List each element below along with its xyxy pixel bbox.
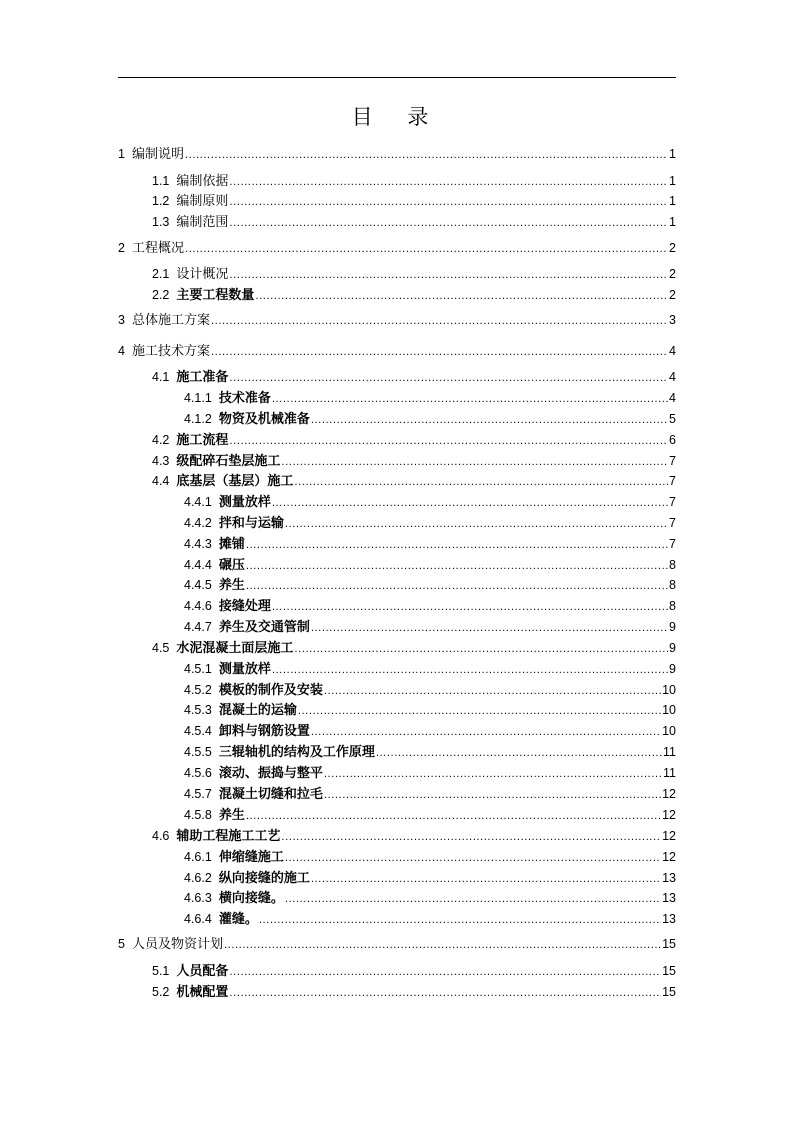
toc-entry[interactable]: [118, 576, 676, 594]
toc-entry-number: 4.6.2: [184, 871, 212, 885]
toc-entry-label: 级配碎石垫层施工: [176, 454, 281, 469]
toc-entry-page: 12: [662, 829, 676, 843]
toc-entry-page: 10: [662, 703, 676, 717]
toc-entry-number: 4.6.1: [184, 850, 212, 864]
toc-entry-label: 测量放样: [218, 662, 271, 677]
dot-leader: [294, 641, 668, 659]
dot-leader: [229, 964, 661, 982]
toc-entry-label: 主要工程数量: [176, 288, 255, 303]
toc-entry[interactable]: [118, 213, 676, 231]
toc-entry-page: 7: [669, 537, 676, 551]
toc-entry-label: 摊铺: [218, 537, 245, 552]
toc-entry-number: 4.5.8: [184, 808, 212, 822]
toc-entry-page: 7: [669, 454, 676, 468]
toc-entry-label: 施工准备: [176, 370, 229, 385]
toc-entry-label: 混凝土切缝和拉毛: [218, 787, 323, 802]
toc-entry[interactable]: [118, 639, 676, 657]
toc-entry-page: 2: [669, 267, 676, 281]
toc-entry-number: 2.2: [152, 288, 170, 302]
toc-entry[interactable]: [118, 722, 676, 740]
toc-entry[interactable]: [118, 869, 676, 887]
dot-leader: [272, 662, 668, 680]
toc-entry-page: 9: [669, 641, 676, 655]
toc-entry-number: 4.6.4: [184, 912, 212, 926]
toc-entry[interactable]: [118, 848, 676, 866]
toc-entry-page: 12: [662, 808, 676, 822]
dot-leader: [376, 745, 662, 763]
toc-entry[interactable]: [118, 172, 676, 190]
toc-entry[interactable]: [118, 431, 676, 449]
toc-entry-page: 5: [669, 412, 676, 426]
toc-entry[interactable]: [118, 889, 676, 907]
toc-entry[interactable]: [118, 764, 676, 782]
toc-entry-label: 编制范围: [176, 215, 229, 230]
toc-entry-number: 4.5.7: [184, 787, 212, 801]
toc-entry-label: 横向接缝。: [218, 891, 284, 906]
toc-entry-number: 4.5.3: [184, 703, 212, 717]
dot-leader: [281, 454, 668, 472]
toc-entry-page: 12: [662, 787, 676, 801]
dot-leader: [246, 558, 668, 576]
toc-entry[interactable]: [118, 701, 676, 719]
toc-entry-number: 4.5.1: [184, 662, 212, 676]
toc-entry-number: 4.3: [152, 454, 170, 468]
dot-leader: [285, 850, 661, 868]
toc-entry-number: 4.2: [152, 433, 170, 447]
toc-entry[interactable]: [118, 311, 676, 329]
toc-entry-page: 7: [669, 495, 676, 509]
toc-entry-number: 4.1.1: [184, 391, 212, 405]
dot-leader: [324, 683, 661, 701]
toc-entry-label: 拌和与运输: [218, 516, 284, 531]
toc-entry-label: 编制依据: [176, 174, 229, 189]
toc-entry-page: 6: [669, 433, 676, 447]
dot-leader: [224, 937, 661, 955]
toc-entry-page: 4: [669, 391, 676, 405]
dot-leader: [211, 313, 668, 331]
dot-leader: [229, 194, 668, 212]
dot-leader: [211, 344, 668, 362]
toc-entry-page: 1: [669, 215, 676, 229]
toc-entry[interactable]: [118, 962, 676, 980]
dot-leader: [229, 267, 668, 285]
toc-entry-number: 4: [118, 344, 125, 358]
toc-entry-page: 4: [669, 370, 676, 384]
dot-leader: [324, 766, 662, 784]
toc-entry-number: 1: [118, 147, 125, 161]
toc-entry[interactable]: [118, 535, 676, 553]
toc-entry[interactable]: [118, 983, 676, 1001]
toc-entry[interactable]: [118, 827, 676, 845]
toc-entry-number: 4.5.2: [184, 683, 212, 697]
toc-entry-label: 施工流程: [176, 433, 229, 448]
toc-entry-label: 接缝处理: [218, 599, 271, 614]
dot-leader: [285, 891, 661, 909]
toc-entry[interactable]: [118, 660, 676, 678]
toc-entry-label: 机械配置: [176, 985, 229, 1000]
dot-leader: [281, 829, 661, 847]
toc-entry-label: 人员及物资计划: [131, 937, 223, 952]
toc-entry-number: 4.1: [152, 370, 170, 384]
toc-entry-label: 工程概况: [131, 241, 184, 256]
toc-entry-number: 4.4: [152, 474, 170, 488]
toc-entry[interactable]: [118, 785, 676, 803]
toc-entry-page: 13: [662, 912, 676, 926]
toc-entry[interactable]: [118, 342, 676, 360]
toc-entry-page: 8: [669, 578, 676, 592]
toc-entry[interactable]: [118, 681, 676, 699]
toc-entry-label: 碾压: [218, 558, 245, 573]
toc-entry-label: 物资及机械准备: [218, 412, 310, 427]
dot-leader: [229, 174, 668, 192]
dot-leader: [311, 724, 661, 742]
toc-entry[interactable]: [118, 618, 676, 636]
dot-leader: [246, 808, 661, 826]
toc-entry-page: 7: [669, 516, 676, 530]
toc-entry-label: 测量放样: [218, 495, 271, 510]
dot-leader: [311, 412, 668, 430]
toc-entry-label: 养生: [218, 808, 245, 823]
toc-entry-label: 施工技术方案: [131, 344, 210, 359]
toc-entry-number: 1.3: [152, 215, 170, 229]
toc-entry-page: 8: [669, 599, 676, 613]
toc-entry-number: 5.2: [152, 985, 170, 999]
toc-entry-number: 2: [118, 241, 125, 255]
toc-entry[interactable]: [118, 265, 676, 283]
toc-entry-number: 5.1: [152, 964, 170, 978]
toc-entry[interactable]: [118, 935, 676, 953]
toc-entry[interactable]: [118, 514, 676, 532]
toc-entry-number: 4.6: [152, 829, 170, 843]
dot-leader: [272, 391, 668, 409]
toc-entry-label: 混凝土的运输: [218, 703, 297, 718]
dot-leader: [185, 241, 668, 259]
toc-entry-page: 2: [669, 288, 676, 302]
toc-entry-number: 1.2: [152, 194, 170, 208]
dot-leader: [298, 703, 661, 721]
toc-entry-page: 11: [663, 766, 676, 780]
toc-entry-number: 1.1: [152, 174, 170, 188]
toc-entry-label: 三辊轴机的结构及工作原理: [218, 745, 375, 760]
toc-entry-label: 水泥混凝土面层施工: [176, 641, 294, 656]
dot-leader: [285, 516, 668, 534]
toc-entry-label: 养生: [218, 578, 245, 593]
toc-entry-label: 总体施工方案: [131, 313, 210, 328]
toc-entry-number: 2.1: [152, 267, 170, 281]
toc-entry-number: 4.4.1: [184, 495, 212, 509]
dot-leader: [255, 288, 668, 306]
toc-entry-number: 5: [118, 937, 125, 951]
toc-entry-number: 4.5.5: [184, 745, 212, 759]
toc-entry[interactable]: [118, 192, 676, 210]
toc-entry[interactable]: [118, 389, 676, 407]
dot-leader: [229, 433, 668, 451]
dot-leader: [185, 147, 668, 165]
dot-leader: [229, 370, 668, 388]
dot-leader: [259, 912, 661, 930]
toc-title: 目 录: [351, 105, 443, 129]
toc-entry-page: 13: [662, 871, 676, 885]
toc-entry-page: 1: [669, 174, 676, 188]
toc-entry-page: 10: [662, 724, 676, 738]
toc-entry-number: 4.5.6: [184, 766, 212, 780]
toc-entry-page: 9: [669, 620, 676, 634]
toc-entry-number: 4.1.2: [184, 412, 212, 426]
header-rule: [118, 77, 676, 78]
toc-entry-label: 编制说明: [131, 147, 184, 162]
toc-entry-page: 15: [662, 985, 676, 999]
toc-entry-number: 4.4.5: [184, 578, 212, 592]
toc-entry[interactable]: [118, 472, 676, 490]
toc-entry-page: 9: [669, 662, 676, 676]
toc-entry[interactable]: [118, 368, 676, 386]
toc-entry-label: 模板的制作及安装: [218, 683, 323, 698]
toc-entry-number: 4.6.3: [184, 891, 212, 905]
toc-entry-number: 3: [118, 313, 125, 327]
toc-entry-page: 4: [669, 344, 676, 358]
dot-leader: [272, 495, 668, 513]
dot-leader: [246, 578, 668, 596]
toc-entry[interactable]: [118, 239, 676, 257]
toc-entry-page: 2: [669, 241, 676, 255]
toc-entry[interactable]: [118, 286, 676, 304]
toc-entry[interactable]: [118, 556, 676, 574]
toc-entry-number: 4.4.2: [184, 516, 212, 530]
toc-entry-number: 4.4.7: [184, 620, 212, 634]
toc-entry-number: 4.4.3: [184, 537, 212, 551]
toc-entry-label: 人员配备: [176, 964, 229, 979]
dot-leader: [229, 985, 661, 1003]
toc-entry[interactable]: [118, 145, 676, 163]
toc-entry-page: 10: [662, 683, 676, 697]
dot-leader: [246, 537, 668, 555]
toc-entry-label: 伸缩缝施工: [218, 850, 284, 865]
toc-entry[interactable]: [118, 910, 676, 928]
toc-entry[interactable]: [118, 410, 676, 428]
dot-leader: [311, 871, 661, 889]
toc-entry-label: 设计概况: [176, 267, 229, 282]
toc-entry-label: 养生及交通管制: [218, 620, 310, 635]
toc-entry-label: 辅助工程施工工艺: [176, 829, 281, 844]
toc-entry-label: 底基层（基层）施工: [176, 474, 294, 489]
toc-entry-label: 灌缝。: [218, 912, 258, 927]
toc-entry-page: 12: [662, 850, 676, 864]
dot-leader: [294, 474, 668, 492]
toc-entry[interactable]: [118, 597, 676, 615]
toc-entry-label: 技术准备: [218, 391, 271, 406]
toc-entry-label: 滚动、振捣与整平: [218, 766, 323, 781]
toc-entry[interactable]: [118, 743, 676, 761]
toc-entry-page: 8: [669, 558, 676, 572]
toc-entry-page: 1: [669, 194, 676, 208]
dot-leader: [272, 599, 668, 617]
toc-entry-page: 7: [669, 474, 676, 488]
toc-entry-page: 13: [662, 891, 676, 905]
toc-entry-label: 编制原则: [176, 194, 229, 209]
toc-entry-page: 15: [662, 964, 676, 978]
toc-entry-label: 卸料与钢筋设置: [218, 724, 310, 739]
toc-entry-number: 4.4.4: [184, 558, 212, 572]
dot-leader: [324, 787, 661, 805]
dot-leader: [311, 620, 668, 638]
toc-entry-label: 纵向接缝的施工: [218, 871, 310, 886]
toc-entry[interactable]: [118, 493, 676, 511]
toc-entry-page: 15: [662, 937, 676, 951]
toc-entry[interactable]: [118, 452, 676, 470]
toc-entry-page: 11: [663, 745, 676, 759]
toc-entry-number: 4.4.6: [184, 599, 212, 613]
dot-leader: [229, 215, 668, 233]
toc-entry-page: 3: [669, 313, 676, 327]
toc-entry-page: 1: [669, 147, 676, 161]
toc-entry-number: 4.5.4: [184, 724, 212, 738]
toc-entry-number: 4.5: [152, 641, 170, 655]
toc-entry[interactable]: [118, 806, 676, 824]
